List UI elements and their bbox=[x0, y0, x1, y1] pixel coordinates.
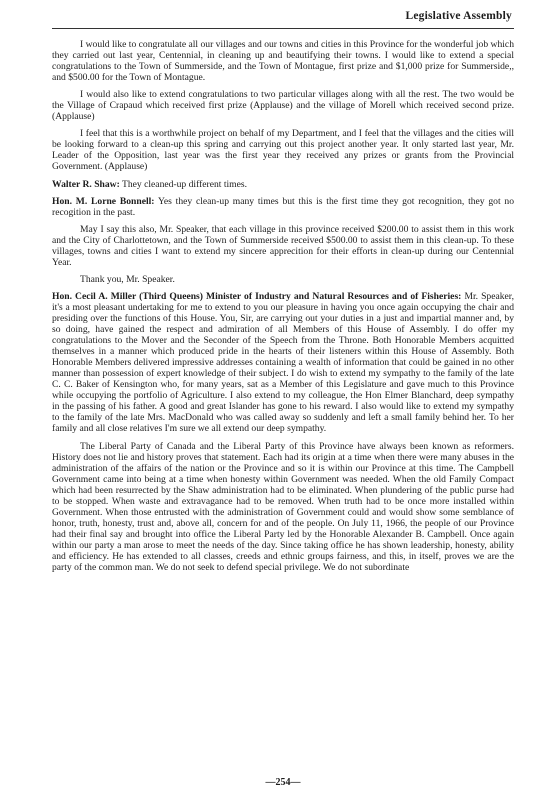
paragraph-text: They cleaned-up different times. bbox=[122, 178, 248, 190]
header-rule bbox=[52, 28, 514, 29]
paragraph-text: Yes they clean-up many times but this is the first time they got recognition, they got no recogition in the past. bbox=[52, 195, 515, 218]
paragraph-text: Mr. Speaker, it's a most pleasant undertaking for me to extend to you our pleasure in having you once again occupying the chair and presiding over the functions of this House. You, Sir, are carrying out your duties in a just and impartial manner and, by so doing, have gained the respect and admiration of all Members of this House of Assembly. I do offer my congratulations to the Mover and the Seconder of the Speech from the Throne. Both Honorable Members acquitted themselves in a manner which produced pride in the hearts of their listeners within this House of Assembly. Both Honorable Members delivered impressive addresses containing a wealth of information that could be gained in no other manner than possession of expert knowledge of their subject. I do wish to extend my sympathy to the family of the late C. C. Baker of Kensington who, for many years, sat as a Member of this Legislature and gave much to this Province while occupying the portfolio of Agriculture. I also extend to my colleague, the Hon Elmer Blanchard, deep sympathy in the passing of his father. A good and great Islander has gone to his reward. I also would like to extend my sympathy to the family of the late Mrs. MacDonald who was called away so suddenly and left a small family behind her. To her family and all close relatives I'm sure we all extend our deep sympathy. bbox=[52, 290, 514, 435]
paragraph-thanks bbox=[52, 274, 514, 285]
paragraph-villages-congratulations bbox=[52, 39, 514, 83]
paragraph-text: May I say this also, Mr. Speaker, that each village in this province received $200.00 to assist them in this work and the City of Charlottetown, and the Town of Summerside received $500.00 to assist them in this clean-up. To these villages, towns and cities I want to extend my sincere apprecition for their efforts in clean-up during our Centennial Year. bbox=[52, 223, 514, 268]
speaker-name: Walter R. Shaw: bbox=[52, 178, 120, 190]
paragraph-worthwhile-project bbox=[52, 128, 514, 172]
speaker-name: Hon. Cecil A. Miller (Third Queens) Minister of Industry and Natural Resources and of Fisheries: bbox=[52, 290, 462, 302]
paragraph-crapaud-morell bbox=[52, 89, 514, 122]
document-page bbox=[52, 10, 514, 790]
paragraph-miller-speech bbox=[52, 291, 514, 435]
paragraph-bonnell-remark bbox=[52, 196, 514, 218]
paragraph-text: Thank you, Mr. Speaker. bbox=[80, 273, 175, 285]
paragraph-text: I feel that this is a worthwhile project on behalf of my Department, and I feel that the villages and the cities will be looking forward to a clean-up this spring and carrying out this project another year. It only started last year, Mr. Leader of the Opposition, last year was the first year they received any prizes or grants from the Provincial Government. (Applause) bbox=[52, 128, 514, 173]
paragraph-text: I would also like to extend congratulations to two particular villages along with all the rest. The two would be the Village of Crapaud which received first prize (Applause) and the village of Morell which received second prize. (Applause) bbox=[52, 89, 514, 123]
paragraph-text: The Liberal Party of Canada and the Liberal Party of this Province have always been known as reformers. History does not lie and history proves that statement. Each had its origin at a time when there were many abuses in the administration of the affairs of the nation or the Province and so it is within our Province at this time. The Campbell Government came into being at a time when honesty within Government was needed. When the old Family Compact which had been resurrected by the Shaw administration had to be eliminated. When plundering of the public purse had to be stopped. When waste and extravagance had to be removed. When truth had to be once more installed within Government. When those entrusted with the administration of Government could and would show some semblance of honor, truth, honesty, trust and, above all, concern for and of the people. On July 11, 1966, the people of our Province had their final say and brought into office the Liberal Party led by the Honorable Alexander B. Campbell. Once again within our party a man arose to meet the needs of the day. Since taking office he has shown leadership, honesty, ability and efficiency. He has extended to all classes, creeds and ethnic groups fairness, and this, in itself, proves we are the party of the common man. We do not seek to defend special privilege. We do not subordinate bbox=[52, 440, 514, 574]
paragraph-liberal-party bbox=[52, 441, 514, 574]
speaker-name: Hon. M. Lorne Bonnell: bbox=[52, 195, 155, 207]
paragraph-shaw-remark bbox=[52, 179, 514, 190]
page-number: —254— bbox=[265, 777, 301, 788]
paragraph-text: I would like to congratulate all our villages and our towns and cities in this Province for the wonderful job which they carried out last year, Centennial, in cleaning up and beautifying their towns. I would like to extend a special congratulations to the Town of Summerside, and the Town of Montague, first prize and $1,000 prize for Summerside,, and $500.00 for the Town of Montague. bbox=[52, 39, 514, 84]
document-body bbox=[52, 39, 514, 573]
running-header: Legislative Assembly bbox=[405, 10, 512, 22]
paragraph-grants bbox=[52, 224, 514, 268]
